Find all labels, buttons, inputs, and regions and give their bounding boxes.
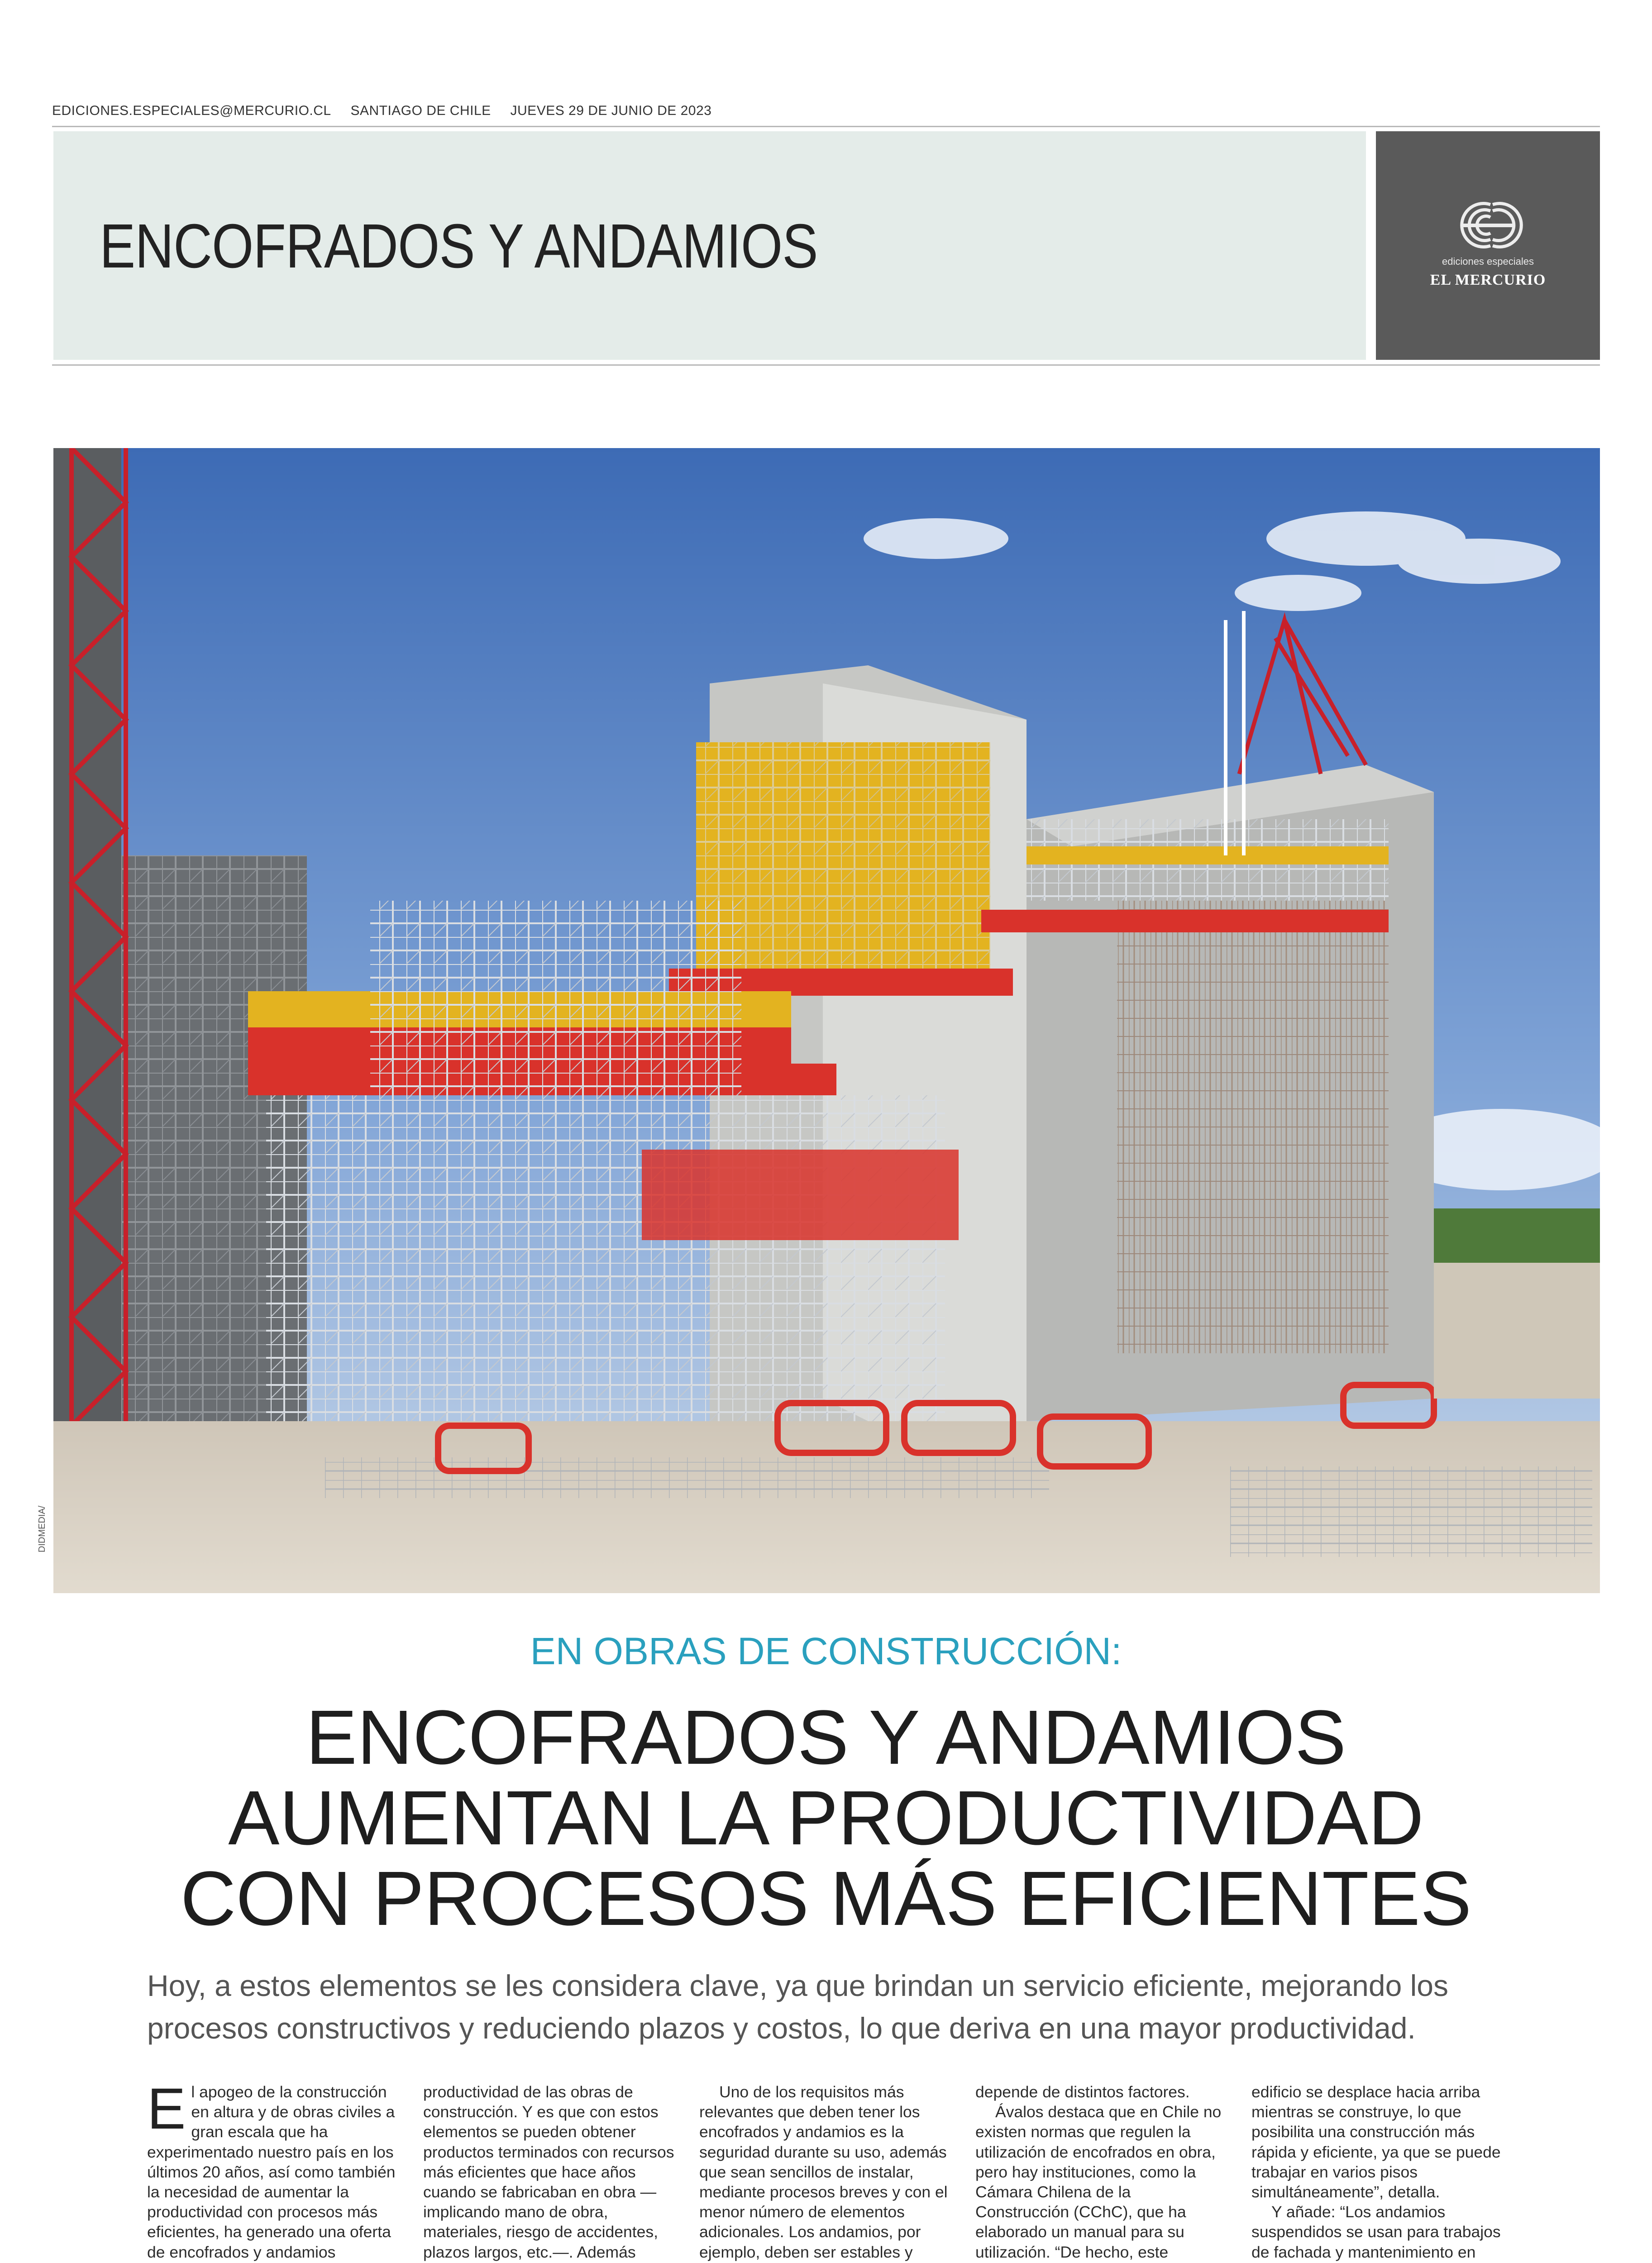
contact-email: EDICIONES.ESPECIALES@MERCURIO.CL <box>52 103 331 118</box>
column-4 <box>975 2082 1229 2263</box>
paragraph: El apogeo de la construcción en altura y de obras civiles a gran escala que ha experimentado nuestro país en los últimos 20 años, así como también la necesidad de aumentar la productividad con procesos más eficientes, ha generado una oferta de encofrados y andamios <box>147 2077 396 2261</box>
construction-photo <box>53 448 1600 1593</box>
logo-icon <box>1447 199 1529 251</box>
article-lead: Hoy, a estos elementos se les considera clave, ya que brindan un servicio eficiente, mejorando los procesos constructivos y reduciendo plazos y costos, lo que deriva en una mayor productividad. <box>147 1969 1448 2045</box>
column-1 <box>147 2077 401 2263</box>
paragraph: Y añade: “Los andamios suspendidos se usan para trabajos de fachada y mantenimiento en <box>1251 2203 1501 2261</box>
construction-scaffold-photo <box>53 448 1600 1593</box>
banner-rule <box>52 364 1600 366</box>
masthead-line <box>52 103 727 119</box>
article-kicker: EN OBRAS DE CONSTRUCCIÓN: <box>530 1630 1122 1672</box>
city-label: SANTIAGO DE CHILE <box>350 103 491 118</box>
paragraph: edificio se desplace hacia arriba mientras se construye, lo que posibilita una construcción más rápida y eficiente, ya que se puede trabajar en varios pisos simultáneamente”, detalla. <box>1251 2083 1501 2201</box>
logo-subtitle: ediciones especiales <box>1442 256 1534 267</box>
article-body <box>147 2077 1505 2263</box>
column-2 <box>423 2082 677 2263</box>
top-rule <box>52 126 1600 127</box>
headline-line-3: CON PROCESOS MÁS EFICIENTES <box>180 1856 1472 1942</box>
paragraph: Ávalos destaca que en Chile no existen normas que regulen la utilización de encofrados en obra, pero hay instituciones, como la Cámara Chilena de la Construcción (CChC), que ha elaborado un manual para su utilización. “De hecho, este <box>975 2103 1222 2261</box>
column-5 <box>1251 2082 1505 2263</box>
paragraph: depende de distintos factores. <box>975 2083 1190 2101</box>
headline-line-1: ENCOFRADOS Y ANDAMIOS <box>306 1695 1346 1781</box>
article-headline <box>0 1695 1652 1942</box>
el-mercurio-logo <box>1376 131 1600 360</box>
headline-line-2: AUMENTAN LA PRODUCTIVIDAD <box>228 1775 1424 1861</box>
logo-name: EL MERCURIO <box>1430 272 1546 288</box>
section-title: ENCOFRADOS Y ANDAMIOS <box>100 211 818 281</box>
column-3 <box>699 2082 953 2263</box>
date-label: JUEVES 29 DE JUNIO DE 2023 <box>510 103 712 118</box>
drop-cap: E <box>147 2077 186 2141</box>
paragraph: Uno de los requisitos más relevantes que deben tener los encofrados y andamios es la seguridad durante su uso, además que sean sencillos de instalar, mediante procesos breves y con el menor número de elementos adicionales. Los andamios, por ejemplo, deben ser estables y <box>699 2083 948 2261</box>
paragraph: productividad de las obras de construcción. Y es que con estos elementos se pueden obtener productos terminados con recursos más eficientes que hace años cuando se fabricaban en obra —implicando mano de obra, materiales, riesgo de accidentes, plazos largos, etc.—. Además <box>423 2083 674 2261</box>
photo-credit: DIDMEDIA/ <box>37 1505 47 1552</box>
